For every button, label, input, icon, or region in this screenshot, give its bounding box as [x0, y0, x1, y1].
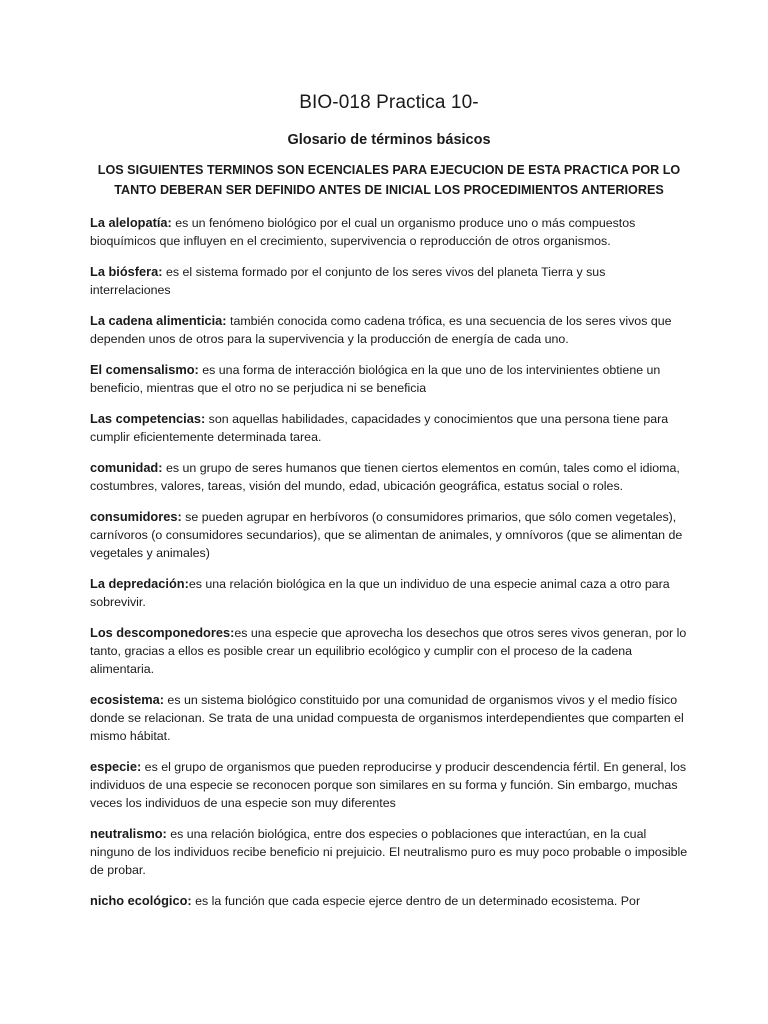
glossary-term: Los descomponedores:	[90, 625, 235, 640]
glossary-term: Las competencias:	[90, 411, 206, 426]
glossary-term: La cadena alimenticia:	[90, 313, 227, 328]
glossary-entry	[90, 508, 688, 562]
glossary-entry	[90, 410, 688, 446]
document-subtitle: Glosario de términos básicos	[287, 132, 491, 148]
glossary-definition: es una relación biológica, entre dos especies o poblaciones que interactúan, en la cual ninguno de los individuos recibe beneficio ni prejuicio. El neutralismo puro es muy poco probable o imposible de probar.	[90, 827, 688, 877]
glossary-entry	[90, 575, 688, 611]
glossary-definition: se pueden agrupar en herbívoros (o consumidores primarios, que sólo comen vegetales), carnívoros (o consumidores secundarios), que se alimentan de animales, y omnívoros (que se alimentan de vegetales y animales)	[90, 510, 683, 560]
glossary-entry	[90, 624, 688, 678]
glossary-entry	[90, 312, 688, 348]
glossary-entry	[90, 361, 688, 397]
glossary-term: La biósfera:	[90, 264, 163, 279]
glossary-definition: es la función que cada especie ejerce dentro de un determinado ecosistema. Por	[191, 894, 641, 908]
glossary-definition: es un grupo de seres humanos que tienen ciertos elementos en común, tales como el idioma, costumbres, valores, tareas, visión del mundo, edad, ubicación geográfica, estatus social o roles.	[90, 461, 680, 493]
glossary-definition: es un sistema biológico constituido por una comunidad de organismos vivos y el medio físico donde se relacionan. Se trata de una unidad compuesta de organismos interdependientes que comparten el mismo hábitat.	[90, 693, 684, 743]
glossary-definition: es un fenómeno biológico por el cual un organismo produce uno o más compuestos bioquímicos que influyen en el crecimiento, supervivencia o reproducción de otros organismos.	[90, 216, 636, 248]
glossary-definition: es el sistema formado por el conjunto de los seres vivos del planeta Tierra y sus interrelaciones	[90, 265, 606, 297]
glossary-definition: es una especie que aprovecha los desechos que otros seres vivos generan, por lo tanto, gracias a ellos es posible crear un equilibrio ecológico y cumplir con el proceso de la cadena alimentaria.	[90, 626, 687, 676]
glossary-term: ecosistema:	[90, 692, 164, 707]
glossary-term: comunidad:	[90, 460, 163, 475]
document-title: BIO-018 Practica 10-	[299, 92, 479, 113]
glossary-definition: también conocida como cadena trófica, es una secuencia de los seres vivos que dependen unos de otros para la supervivencia y la producción de energía de cada uno.	[90, 314, 672, 346]
glossary-definition: son aquellas habilidades, capacidades y conocimientos que una persona tiene para cumplir eficientemente determinada tarea.	[90, 412, 669, 444]
glossary-entry	[90, 825, 688, 879]
glossary-term: consumidores:	[90, 509, 182, 524]
glossary-definition: es el grupo de organismos que pueden reproducirse y producir descendencia fértil. En general, los individuos de una especie se reconocen porque son similares en su forma y función. Sin embargo, muchas veces los individuos de una especie son muy diferentes	[90, 760, 687, 810]
glossary-entry	[90, 263, 688, 299]
glossary-definition: es una forma de interacción biológica en la que uno de los intervinientes obtiene un beneficio, mientras que el otro no se perjudica ni se beneficia	[90, 363, 661, 395]
document-intro: LOS SIGUIENTES TERMINOS SON ECENCIALES PARA EJECUCION DE ESTA PRACTICA POR LO TANTO DEBERAN SER DEFINIDO ANTES DE INICIAL LOS PROCEDIMIENTOS ANTERIORES	[97, 163, 681, 197]
glossary-entry	[90, 691, 688, 745]
glossary-term: La alelopatía:	[90, 215, 172, 230]
glossary-term: especie:	[90, 759, 142, 774]
glossary-term: La depredación:	[90, 576, 189, 591]
glossary-list	[90, 214, 688, 910]
glossary-term: nicho ecológico:	[90, 893, 192, 908]
glossary-entry	[90, 758, 688, 812]
glossary-entry	[90, 892, 688, 910]
glossary-term: El comensalismo:	[90, 362, 199, 377]
glossary-term: neutralismo:	[90, 826, 167, 841]
glossary-entry	[90, 214, 688, 250]
glossary-entry	[90, 459, 688, 495]
glossary-definition: es una relación biológica en la que un individuo de una especie animal caza a otro para sobrevivir.	[90, 577, 670, 609]
